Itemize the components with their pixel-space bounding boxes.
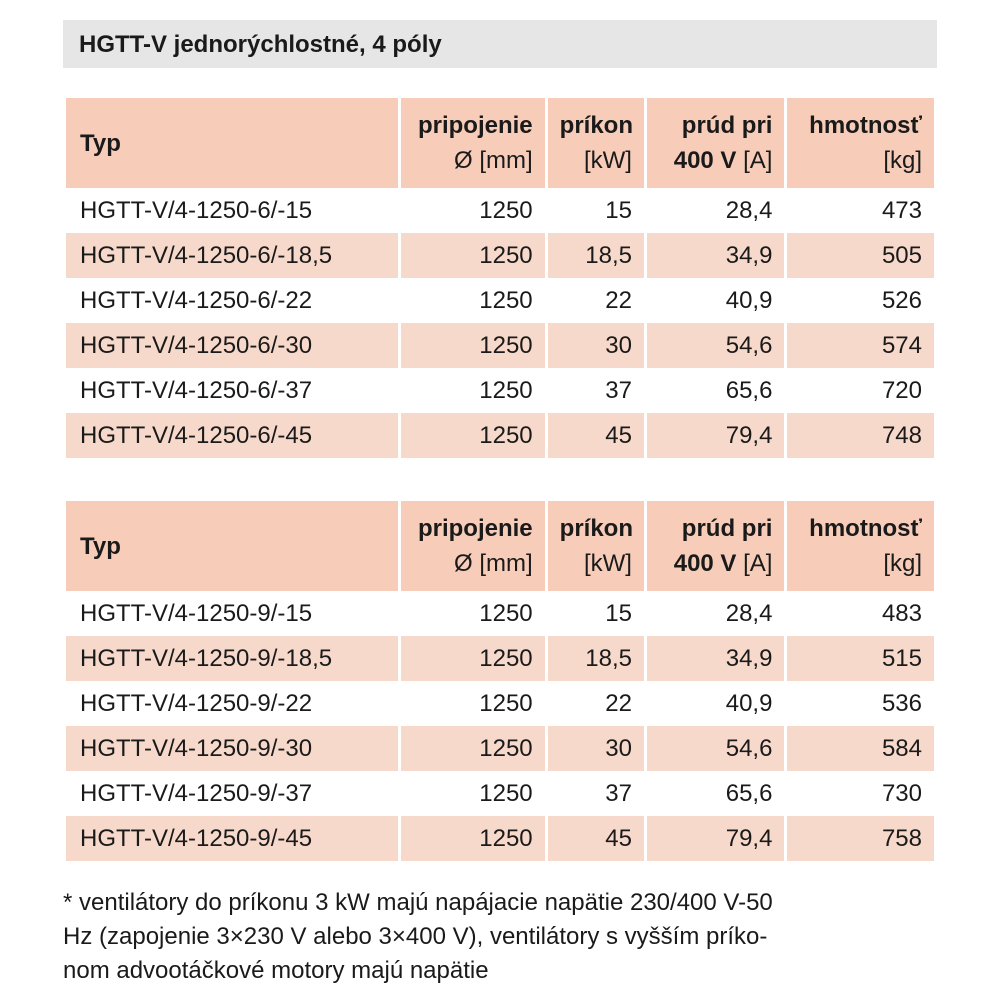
header-prikon-label: príkon xyxy=(559,112,633,139)
table-row xyxy=(66,233,934,278)
cell-pripojenie: 1250 xyxy=(479,690,533,717)
cell-prikon: 22 xyxy=(605,690,632,717)
cell-pripojenie: 1250 xyxy=(401,816,545,861)
header-prud xyxy=(647,501,784,591)
cell-prud: 54,6 xyxy=(647,726,784,771)
cell-hmotnost: 720 xyxy=(881,377,922,404)
cell-prud: 34,9 xyxy=(647,233,784,278)
cell-typ: HGTT-V/4-1250-6/-37 xyxy=(80,377,313,404)
header-prud-unit-line xyxy=(659,143,772,178)
header-prikon xyxy=(548,501,644,591)
table-row xyxy=(66,681,934,726)
table-row xyxy=(66,591,934,636)
table-row xyxy=(66,816,934,861)
header-pripojenie-label: pripojenie xyxy=(417,112,533,139)
cell-prikon: 30 xyxy=(548,726,644,771)
cell-prikon: 45 xyxy=(548,413,644,458)
cell-hmotnost: 584 xyxy=(787,726,934,771)
cell-typ: HGTT-V/4-1250-9/-37 xyxy=(80,780,313,807)
header-prud-label: prúd pri xyxy=(681,112,773,139)
cell-hmotnost: 536 xyxy=(881,690,922,717)
header-typ: Typ xyxy=(66,98,398,188)
cell-pripojenie: 1250 xyxy=(479,287,533,314)
header-prikon-unit: [kW] xyxy=(583,147,632,174)
table-row xyxy=(66,413,934,458)
cell-typ: HGTT-V/4-1250-9/-45 xyxy=(66,816,398,861)
cell-pripojenie: 1250 xyxy=(401,413,545,458)
cell-prud: 79,4 xyxy=(647,816,784,861)
header-prud-unit-line xyxy=(659,546,772,581)
cell-pripojenie: 1250 xyxy=(479,600,533,627)
table-header xyxy=(66,98,934,188)
header-hmotnost-unit: [kg] xyxy=(883,147,922,174)
cell-prud: 54,6 xyxy=(647,323,784,368)
header-prud-voltage: 400 V xyxy=(673,550,737,577)
footnote xyxy=(63,886,937,988)
header-pripojenie-unit: Ø [mm] xyxy=(454,147,533,174)
footnote-line: Hz (zapojenie 3×230 V alebo 3×400 V), ventilátory s vyšším príko- xyxy=(63,923,768,950)
table-header xyxy=(66,501,934,591)
cell-hmotnost: 758 xyxy=(787,816,934,861)
cell-prud: 28,4 xyxy=(725,197,773,224)
table-row xyxy=(66,278,934,323)
header-hmotnost-unit: [kg] xyxy=(883,550,922,577)
header-prud-unit: [A] xyxy=(743,550,773,577)
cell-prikon: 45 xyxy=(548,816,644,861)
cell-hmotnost: 730 xyxy=(881,780,922,807)
table-row xyxy=(66,368,934,413)
cell-prud: 79,4 xyxy=(647,413,784,458)
cell-hmotnost: 574 xyxy=(787,323,934,368)
cell-prikon: 18,5 xyxy=(548,636,644,681)
cell-prud: 40,9 xyxy=(725,287,773,314)
header-hmotnost xyxy=(787,98,934,188)
table-body xyxy=(66,188,934,458)
cell-prikon: 37 xyxy=(605,780,632,807)
cell-prud: 40,9 xyxy=(725,690,773,717)
table-row xyxy=(66,771,934,816)
header-prud-voltage: 400 V xyxy=(673,147,737,174)
cell-typ: HGTT-V/4-1250-6/-15 xyxy=(80,197,313,224)
cell-pripojenie: 1250 xyxy=(479,377,533,404)
cell-prud: 34,9 xyxy=(647,636,784,681)
cell-pripojenie: 1250 xyxy=(479,780,533,807)
cell-hmotnost: 505 xyxy=(787,233,934,278)
header-pripojenie-unit: Ø [mm] xyxy=(454,550,533,577)
spec-table-2 xyxy=(63,501,937,861)
footnote-line: nom advootáčkové motory majú napätie xyxy=(63,957,489,984)
header-prud-unit: [A] xyxy=(743,147,773,174)
header-typ: Typ xyxy=(66,501,398,591)
cell-prud: 28,4 xyxy=(725,600,773,627)
cell-prikon: 15 xyxy=(605,197,632,224)
cell-prud: 65,6 xyxy=(725,377,773,404)
cell-typ: HGTT-V/4-1250-6/-30 xyxy=(66,323,398,368)
header-prikon xyxy=(548,98,644,188)
header-pripojenie xyxy=(401,501,545,591)
cell-pripojenie: 1250 xyxy=(479,197,533,224)
cell-typ: HGTT-V/4-1250-6/-45 xyxy=(66,413,398,458)
table-row xyxy=(66,636,934,681)
table-row xyxy=(66,323,934,368)
cell-hmotnost: 473 xyxy=(881,197,922,224)
header-prikon-unit: [kW] xyxy=(583,550,632,577)
cell-prikon: 30 xyxy=(548,323,644,368)
cell-pripojenie: 1250 xyxy=(401,726,545,771)
cell-pripojenie: 1250 xyxy=(401,636,545,681)
header-hmotnost-label: hmotnosť xyxy=(809,515,922,542)
spec-table-1 xyxy=(63,98,937,458)
cell-hmotnost: 515 xyxy=(787,636,934,681)
cell-hmotnost: 483 xyxy=(881,600,922,627)
cell-prikon: 37 xyxy=(605,377,632,404)
table-row xyxy=(66,726,934,771)
cell-prud: 65,6 xyxy=(725,780,773,807)
cell-hmotnost: 748 xyxy=(787,413,934,458)
header-hmotnost xyxy=(787,501,934,591)
cell-typ: HGTT-V/4-1250-9/-18,5 xyxy=(66,636,398,681)
header-hmotnost-label: hmotnosť xyxy=(809,112,922,139)
cell-pripojenie: 1250 xyxy=(401,233,545,278)
section-title: HGTT-V jednorýchlostné, 4 póly xyxy=(63,20,937,68)
cell-typ: HGTT-V/4-1250-6/-18,5 xyxy=(66,233,398,278)
cell-prikon: 22 xyxy=(605,287,632,314)
header-pripojenie xyxy=(401,98,545,188)
footnote-line: * ventilátory do príkonu 3 kW majú napájacie napätie 230/400 V-50 xyxy=(63,889,773,916)
cell-typ: HGTT-V/4-1250-9/-30 xyxy=(66,726,398,771)
cell-hmotnost: 526 xyxy=(881,287,922,314)
cell-pripojenie: 1250 xyxy=(401,323,545,368)
cell-prikon: 15 xyxy=(605,600,632,627)
table-body xyxy=(66,591,934,861)
cell-prikon: 18,5 xyxy=(548,233,644,278)
table-row xyxy=(66,188,934,233)
cell-typ: HGTT-V/4-1250-9/-22 xyxy=(80,690,313,717)
header-prikon-label: príkon xyxy=(559,515,633,542)
header-prud xyxy=(647,98,784,188)
cell-typ: HGTT-V/4-1250-6/-22 xyxy=(80,287,313,314)
cell-typ: HGTT-V/4-1250-9/-15 xyxy=(80,600,313,627)
header-prud-label: prúd pri xyxy=(681,515,773,542)
header-pripojenie-label: pripojenie xyxy=(417,515,533,542)
